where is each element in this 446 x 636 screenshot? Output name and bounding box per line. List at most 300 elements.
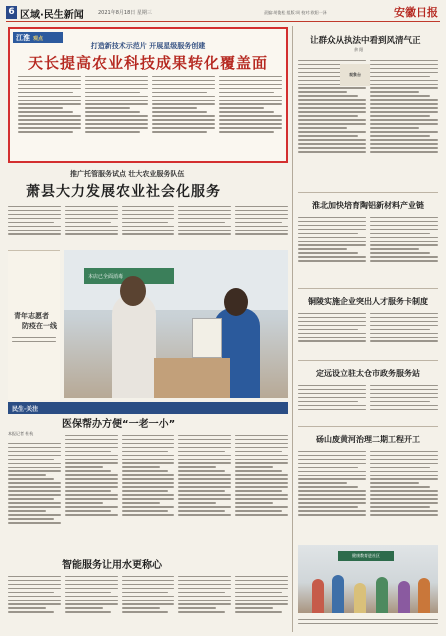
text-line: [370, 467, 430, 468]
text-line: [370, 405, 438, 406]
text-line: [18, 131, 73, 132]
brief-body: [298, 214, 438, 284]
text-line: [12, 337, 56, 338]
text-line: [235, 222, 281, 223]
text-line: [8, 603, 61, 604]
text-line: [178, 447, 231, 448]
brief-body: [298, 382, 438, 422]
photo-sign: 健康教育进社区: [338, 551, 394, 561]
text-line: [122, 502, 160, 503]
text-line: [235, 455, 288, 456]
text-line: [65, 611, 111, 612]
text-line: [178, 592, 224, 593]
story3-byline: 本报记者 杜杭: [8, 431, 34, 436]
text-line: [85, 100, 148, 101]
text-line: [178, 603, 231, 604]
text-line: [370, 131, 438, 132]
text-line: [18, 119, 81, 120]
text-line: [65, 576, 118, 577]
text-line: [65, 482, 118, 483]
text-column: [8, 203, 61, 249]
text-line: [8, 447, 61, 448]
text-line: [298, 514, 366, 515]
text-line: [178, 466, 216, 467]
editor-credits: 责编:胡俊松 组版:周 校对:欧阳一泽: [264, 10, 327, 15]
text-line: [122, 478, 175, 479]
photo-banner: 本店已全面消毒: [84, 268, 174, 284]
text-line: [370, 119, 438, 120]
text-line: [235, 439, 288, 440]
text-line: [298, 502, 366, 503]
text-line: [298, 260, 366, 261]
text-line: [178, 596, 231, 597]
text-line: [8, 506, 61, 507]
text-line: [370, 72, 438, 73]
text-line: [8, 233, 61, 234]
text-line: [370, 337, 438, 338]
text-line: [122, 455, 175, 456]
text-column: [85, 73, 148, 157]
text-line: [65, 592, 111, 593]
text-line: [65, 494, 118, 495]
text-line: [85, 111, 140, 112]
text-line: [178, 576, 231, 577]
text-line: [370, 107, 438, 108]
text-column: [122, 203, 175, 249]
text-line: [8, 588, 61, 589]
text-line: [65, 506, 118, 507]
text-line: [18, 80, 81, 81]
text-line: [65, 462, 118, 463]
text-line: [370, 340, 438, 341]
text-line: [8, 502, 61, 503]
text-line: [298, 401, 358, 402]
text-line: [298, 103, 366, 104]
text-line: [235, 502, 273, 503]
text-column: [370, 382, 438, 422]
brief-body: [298, 448, 438, 540]
text-line: [8, 490, 61, 491]
text-line: [298, 99, 366, 100]
text-line: [178, 451, 224, 452]
brief-headline-dingyuan[interactable]: 定远设立驻太仓市政务服务站: [316, 369, 420, 378]
text-line: [235, 210, 288, 211]
text-line: [219, 131, 274, 132]
text-column: [65, 203, 118, 249]
text-line: [12, 341, 56, 342]
text-line: [122, 206, 175, 207]
text-line: [298, 389, 366, 390]
text-line: [8, 592, 54, 593]
commentary-headline[interactable]: 让群众从执法中看到风清气正: [310, 36, 421, 46]
text-line: [178, 470, 224, 471]
text-line: [370, 455, 438, 456]
text-line: [65, 584, 118, 585]
text-line: [122, 218, 175, 219]
text-line: [370, 95, 430, 96]
text-line: [235, 607, 273, 608]
text-line: [122, 226, 175, 227]
text-line: [370, 385, 438, 386]
text-line: [235, 447, 288, 448]
text-line: [178, 611, 224, 612]
text-line: [18, 96, 81, 97]
text-line: [235, 592, 281, 593]
text-line: [298, 127, 347, 128]
person-figure: [354, 583, 366, 613]
text-line: [122, 451, 168, 452]
text-line: [178, 486, 231, 487]
text-line: [219, 119, 282, 120]
text-line: [122, 490, 168, 491]
text-line: [65, 451, 111, 452]
text-line: [152, 111, 207, 112]
page-number: 6: [6, 6, 17, 19]
text-line: [178, 439, 231, 440]
text-line: [8, 474, 46, 475]
text-line: [178, 474, 231, 475]
text-line: [370, 506, 430, 507]
text-column: [152, 73, 215, 157]
text-line: [152, 123, 215, 124]
text-line: [235, 498, 288, 499]
brief-headline-huaibei[interactable]: 淮北加快培育陶铝新材料产业链: [312, 201, 424, 210]
text-line: [219, 80, 282, 81]
text-line: [370, 333, 438, 334]
text-line: [235, 474, 288, 475]
text-line: [298, 393, 366, 394]
text-line: [65, 447, 118, 448]
section-band: [8, 402, 288, 414]
text-column: [178, 573, 231, 631]
text-line: [122, 584, 175, 585]
newspaper-logo: 安徽日报: [394, 6, 438, 19]
volunteer-headline: [14, 311, 60, 331]
text-line: [65, 439, 118, 440]
text-line: [152, 107, 197, 108]
text-line: [298, 151, 366, 152]
brief-headline-dangshan[interactable]: 砀山废黄河治理二期工程开工: [316, 435, 420, 444]
text-column: [122, 573, 175, 631]
text-line: [298, 221, 366, 222]
text-line: [178, 459, 231, 460]
text-line: [65, 600, 118, 601]
commentary-badge: 观象台: [340, 64, 370, 86]
volunteer-headline-line1: 青年志愿者: [14, 311, 49, 320]
text-line: [65, 502, 103, 503]
text-line: [152, 88, 215, 89]
text-line: [122, 600, 175, 601]
text-line: [298, 256, 366, 257]
photo-caption: [298, 616, 438, 627]
text-line: [370, 475, 438, 476]
text-line: [370, 147, 438, 148]
text-line: [219, 103, 282, 104]
text-line: [8, 210, 61, 211]
text-line: [65, 486, 118, 487]
text-line: [298, 385, 366, 386]
text-line: [219, 76, 282, 77]
text-line: [370, 80, 438, 81]
text-column: [370, 214, 438, 284]
text-line: [178, 210, 231, 211]
text-line: [178, 502, 216, 503]
text-line: [235, 435, 288, 436]
text-line: [8, 206, 61, 207]
person-head: [120, 276, 146, 306]
text-line: [370, 498, 438, 499]
text-line: [298, 506, 358, 507]
text-line: [370, 494, 438, 495]
text-line: [8, 451, 61, 452]
text-line: [8, 478, 54, 479]
person-head: [224, 288, 248, 316]
text-line: [298, 107, 366, 108]
text-line: [370, 317, 438, 318]
text-line: [298, 325, 366, 326]
text-line: [122, 482, 175, 483]
story4-headline[interactable]: 智能服务让用水更称心: [62, 560, 162, 571]
text-column: [235, 432, 288, 550]
text-line: [370, 143, 438, 144]
divider: [298, 360, 438, 361]
text-line: [219, 107, 264, 108]
text-line: [65, 470, 111, 471]
text-line: [122, 470, 168, 471]
text-line: [65, 514, 118, 515]
text-line: [18, 127, 81, 128]
text-line: [370, 486, 430, 487]
text-line: [178, 222, 224, 223]
text-line: [370, 478, 438, 479]
brief-body: [298, 310, 438, 356]
table: [154, 358, 230, 398]
text-line: [85, 76, 148, 77]
text-line: [122, 439, 175, 440]
text-line: [298, 321, 366, 322]
text-line: [65, 218, 118, 219]
text-line: [370, 482, 419, 483]
text-line: [65, 498, 118, 499]
text-line: [65, 466, 103, 467]
divider: [298, 192, 438, 193]
text-line: [235, 462, 288, 463]
text-line: [122, 233, 175, 234]
text-line: [370, 91, 419, 92]
text-line: [85, 92, 140, 93]
text-line: [298, 241, 366, 242]
text-line: [298, 494, 366, 495]
text-line: [298, 397, 366, 398]
text-line: [298, 91, 347, 92]
section-band-label: 民生·关注: [12, 406, 39, 413]
text-line: [370, 103, 438, 104]
text-line: [65, 435, 118, 436]
text-line: [8, 463, 61, 464]
text-line: [8, 230, 61, 231]
text-line: [65, 443, 118, 444]
text-line: [235, 596, 288, 597]
divider: [298, 426, 438, 427]
text-line: [178, 218, 231, 219]
text-line: [178, 580, 231, 581]
text-line: [85, 115, 148, 116]
text-line: [178, 584, 231, 585]
text-line: [298, 115, 358, 116]
text-line: [370, 389, 438, 390]
text-line: [370, 401, 430, 402]
text-line: [219, 123, 282, 124]
text-line: [370, 409, 438, 410]
text-column: [370, 57, 438, 187]
text-line: [370, 139, 438, 140]
text-line: [298, 478, 366, 479]
volunteer-body: [12, 337, 56, 342]
text-line: [370, 252, 430, 253]
text-column: [18, 73, 81, 157]
text-line: [298, 248, 347, 249]
text-column: [370, 448, 438, 540]
text-line: [178, 510, 224, 511]
text-line: [85, 88, 148, 89]
story2-headline[interactable]: 萧县大力发展农业社会化服务: [26, 184, 221, 200]
text-line: [298, 467, 358, 468]
text-line: [122, 222, 168, 223]
text-line: [370, 514, 438, 515]
text-line: [152, 100, 215, 101]
text-line: [152, 84, 215, 85]
text-line: [370, 151, 438, 152]
text-line: [235, 206, 288, 207]
person-figure: [112, 294, 156, 398]
text-line: [122, 510, 168, 511]
text-line: [370, 502, 438, 503]
featured-headline[interactable]: 天长提高农业科技成果转化覆盖面: [27, 54, 268, 72]
text-line: [65, 210, 118, 211]
text-line: [298, 123, 366, 124]
text-line: [122, 596, 175, 597]
text-line: [298, 60, 366, 61]
text-line: [235, 584, 288, 585]
text-line: [8, 522, 61, 523]
text-line: [152, 127, 215, 128]
text-line: [370, 60, 438, 61]
text-line: [298, 237, 366, 238]
text-line: [178, 490, 224, 491]
story4-body: [8, 573, 288, 631]
text-line: [178, 600, 231, 601]
text-line: [370, 471, 438, 472]
text-line: [298, 135, 358, 136]
text-line: [370, 221, 438, 222]
text-line: [65, 607, 103, 608]
brief-headline-tongling[interactable]: 铜陵实施企业突出人才服务卡制度: [308, 297, 428, 306]
text-line: [85, 80, 148, 81]
text-line: [85, 127, 148, 128]
person-figure: [376, 577, 388, 613]
text-line: [219, 84, 282, 85]
text-line: [298, 340, 366, 341]
story2-body: [8, 203, 288, 249]
text-line: [8, 576, 61, 577]
text-line: [18, 123, 81, 124]
text-line: [8, 470, 61, 471]
text-line: [122, 486, 175, 487]
text-line: [18, 100, 81, 101]
text-line: [219, 96, 282, 97]
text-line: [65, 459, 118, 460]
volunteer-sidebar[interactable]: [8, 250, 60, 400]
text-column: [65, 432, 118, 550]
text-line: [122, 210, 175, 211]
text-line: [18, 76, 81, 77]
text-line: [178, 588, 231, 589]
text-line: [298, 463, 366, 464]
text-line: [298, 471, 366, 472]
text-line: [235, 514, 288, 515]
text-line: [235, 490, 281, 491]
masthead: [6, 4, 440, 22]
text-line: [8, 459, 54, 460]
text-line: [65, 214, 118, 215]
featured-story[interactable]: [8, 27, 288, 163]
text-column: [235, 203, 288, 249]
text-line: [298, 139, 366, 140]
person-figure: [418, 578, 430, 613]
text-line: [178, 214, 231, 215]
text-line: [122, 447, 175, 448]
text-line: [298, 619, 438, 620]
text-line: [122, 607, 160, 608]
text-column: [298, 382, 366, 422]
text-line: [122, 214, 175, 215]
text-line: [122, 474, 175, 475]
text-line: [65, 206, 118, 207]
text-line: [18, 111, 73, 112]
text-line: [298, 451, 366, 452]
text-line: [298, 486, 358, 487]
text-line: [8, 455, 61, 456]
text-line: [65, 230, 118, 231]
text-column: [178, 432, 231, 550]
text-line: [122, 588, 175, 589]
text-line: [370, 225, 438, 226]
text-line: [122, 459, 175, 460]
text-line: [298, 147, 366, 148]
text-line: [219, 111, 274, 112]
text-line: [298, 233, 358, 234]
text-line: [122, 506, 175, 507]
story3-headline[interactable]: 医保帮办方便“一老一小”: [62, 419, 176, 430]
text-line: [8, 584, 61, 585]
text-line: [235, 580, 288, 581]
text-line: [8, 596, 61, 597]
poster: [192, 318, 222, 358]
text-line: [298, 623, 438, 624]
text-line: [8, 226, 61, 227]
text-line: [178, 498, 231, 499]
text-line: [8, 222, 54, 223]
text-line: [370, 68, 438, 69]
text-line: [18, 92, 73, 93]
text-column: [65, 573, 118, 631]
text-column: [298, 214, 366, 284]
text-line: [370, 241, 438, 242]
text-line: [18, 84, 81, 85]
text-line: [8, 218, 61, 219]
text-line: [8, 580, 61, 581]
text-line: [65, 596, 118, 597]
